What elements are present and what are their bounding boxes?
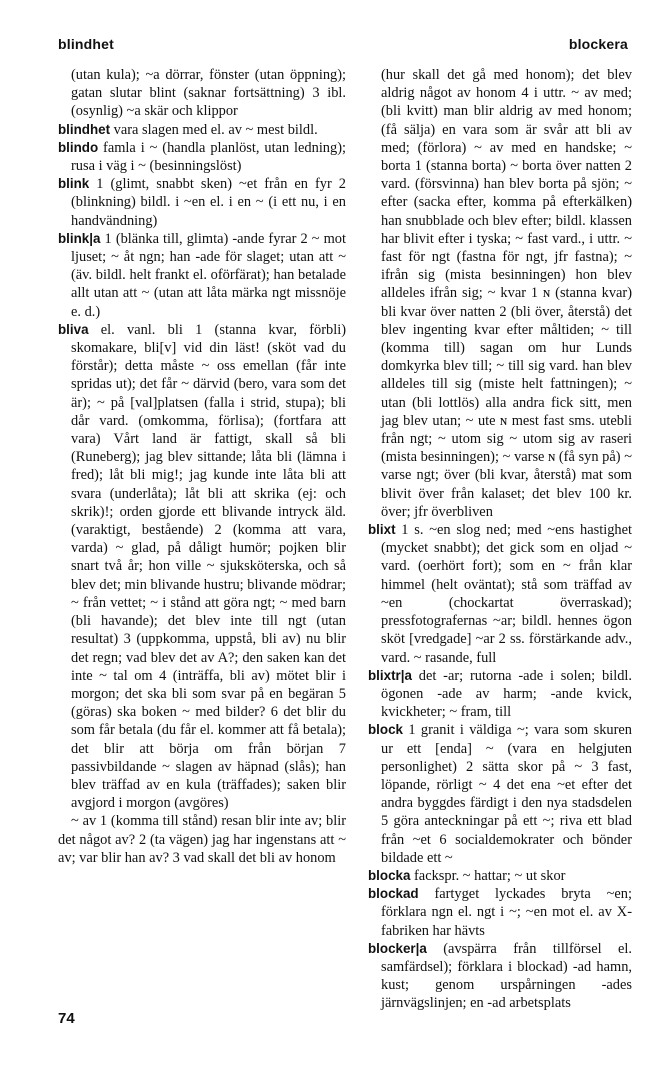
entry-text: 1 (glimt, snabbt sken) ~et från en fyr 2 (blinkning) bildl. i ~en el. i en ~ (i ett nu, i en handvändning) bbox=[71, 176, 346, 229]
headword: blockad bbox=[368, 886, 419, 902]
running-head-left: blindhet bbox=[58, 36, 115, 52]
entry-text: (utan kula); ~a dörrar, fönster (utan öppning); gatan slutar blint (saknar fortsättning) 3 ibl. (osynlig) ~a skär och klippor bbox=[71, 67, 346, 120]
entry-text: ~ av 1 (komma till stånd) resan blir inte av; blir det något av? 2 (ta vägen) jag har ingenstans att ~ av; var blir han av? 3 vad skall det bli av honom bbox=[58, 813, 346, 866]
left-column bbox=[58, 66, 346, 867]
dictionary-entry bbox=[58, 230, 346, 321]
headword: blink|a bbox=[58, 230, 101, 246]
entry-text: el. vanl. bli 1 (stanna kvar, förbli) skomakare, bli[v] vid din läst! (sköt vad du förstår); detta måste ~ oss emellan (får inte spridas ut); det får ~ därvid (bero, vara som det är); ~ på [val]platsen (falla i strid, stupa); bli dår vard. (omkomma, förlisa); (fortfara att vara) Vårt land är fattigt, skall så bli (Runeberg); jag blev sittande; låta bli (lämna i fred); låt bli mig!; jag kunde inte låta bli att svara (underlåta); låt bli att skrika (ej: och skrik)!; orden gjorde ett blivande intryck äld. (varaktigt, bestående) 2 (komma att vara, varda) ~ glad, på dåligt humör; pojken blir snart två år; hon ville ~ sjuksköterska, och så blev det; min blivande hustru; blivande mödrar; ~ från vettet; ~ i stånd att göra ngt; ~ med barn (bli havande); det blev inte till ngt (utan resultat) 3 (uppkomma, uppstå, bli av) nu blir det regn; vad blev det av A?; den saken kan det inte ~ tal om 4 (inträffa, bli av) mötet blir i morgon; det ska bli som svar på en begäran 5 (göras) ska boken ~ med bilder? 6 det blir du som får betala (du får el. kommer att få betala); det blir att börja om från början 7 passivbildande ~ slagen av häpnad (slås); han blev träffad av en kula (träffades); saken blir avgjord i morgon (avgöres) bbox=[71, 321, 346, 812]
headword: blocka bbox=[368, 867, 411, 883]
entry-text: det -ar; rutorna -ade i solen; bildl. ögonen -ade av harm; -ande kvick, kvickheter; ~ fram, till bbox=[381, 667, 632, 721]
entry-text: (hur skall det gå med honom); det blev aldrig något av honom 4 i uttr. ~ av med; (bli kvitt) man blir aldrig av med honom; (få sälja) en vara som är svår att bli av med; (förlora) ~ av med en handske; ~ borta 1 (stanna borta) ~ borta över natten 2 vard. (försvinna) han blev borta på sjön; ~ efter (sacka efter, komma på efterkälken) han snubblade och blev efter; bildl. klassen har blivit efter i tyska; ~ fast vard., i uttr. ~ fast för ngt (fastna för ngt, jfr fastna); ~ ifrån sig (mista besinningen) hon blev alldeles ifrån sig; ~ kvar 1 ɴ (stanna kvar) bli kvar över natten 2 (bli över, återstå) det blev ingenting kvar efter måltiden; ~ till (komma till) sagan om hur Lunds domkyrka blev till; ~ till sig vard. han blev alldeles till sig (miste helt fattningen); ~ utan (bli lottlös) alla andra fick sitt, men jag blev utan; ~ ute ɴ mest fast sms. utebli från ngt; ~ utom sig ~ utom sig av raseri (mista besinningen); ~ varse ɴ (få syn på) ~ varse ngt; över (bli kvar, återstå) mat som blivit över från kalaset; det blev 100 kr. över; jfr överbliven bbox=[381, 67, 632, 520]
dictionary-entry bbox=[368, 521, 632, 667]
dictionary-entry bbox=[368, 940, 632, 1013]
headword: blink bbox=[58, 176, 90, 192]
headword: blixt bbox=[368, 522, 396, 538]
right-column bbox=[368, 66, 632, 1013]
headword: blixtr|a bbox=[368, 667, 412, 683]
running-head-right: blockera bbox=[568, 36, 628, 52]
entry-text: fackspr. ~ hattar; ~ ut skor bbox=[410, 867, 566, 884]
entry-text: 1 granit i väldiga ~; vara som skuren ur ett [enda] ~ (vara en helgjuten personlighet) 2 sätta skor på ~ 3 fast, löpande, rörligt ~ 4 det ena ~et efter det andra byggdes färdigt i den nya stadsdelen 5 göra anteckningar på ett ~; riva ett blad från ~et 6 socialdemokrater och bönder bildade ett ~ bbox=[381, 722, 632, 866]
dictionary-entry bbox=[58, 812, 346, 867]
dictionary-entry bbox=[368, 885, 632, 940]
entry-text: (avspärra från tillförsel el. samfärdsel); förklara i blockad) -ad hamn, kust; genom urspårningen -ades järnvägslinjen; en -ad arbetsplats bbox=[381, 940, 632, 1012]
dictionary-entry bbox=[368, 66, 632, 521]
dictionary-entry bbox=[58, 321, 346, 812]
dictionary-entry bbox=[58, 175, 346, 230]
headword: bliva bbox=[58, 321, 89, 337]
headword: blindhet bbox=[58, 121, 111, 137]
entry-text: vara slagen med el. av ~ mest bildl. bbox=[110, 121, 318, 138]
entry-text: famla i ~ (handla planlöst, utan ledning); rusa i väg i ~ (besinningslöst) bbox=[71, 139, 346, 175]
entry-text: fartyget lyckades bryta ~en; förklara ngn el. ngt i ~; ~en mot el. av X-fabriken har hävts bbox=[381, 886, 632, 939]
headword: blindo bbox=[58, 139, 99, 155]
dictionary-entry bbox=[58, 121, 346, 139]
dictionary-entry bbox=[58, 139, 346, 175]
entry-text: 1 (blänka till, glimta) -ande fyrar 2 ~ mot ljuset; ~ åt ngn; han -ade för slaget; utan att ~ (äv. bildl. helt frankt el. oförfärat); han betalade allt utan att ~ (utan att låta märka ngt missnöje e. d.) bbox=[71, 230, 346, 320]
entry-text: 1 s. ~en slog ned; med ~ens hastighet (mycket snabbt); det gick som en oljad ~ vard. (oerhört fort); som en ~ från klar himmel (helt oväntat); stå som träffad av ~en (chockartat överraskad); pressfotografernas ~ar; bildl. hennes ögon sköt [vredgade] ~ar 2 ss. förstärkande adv., vard. ~ rasande, full bbox=[381, 522, 632, 666]
page-number: 74 bbox=[58, 1010, 75, 1027]
dictionary-entry bbox=[58, 66, 346, 121]
dictionary-entry bbox=[368, 667, 632, 722]
dictionary-entry bbox=[368, 721, 632, 867]
headword: block bbox=[368, 722, 403, 738]
headword: blocker|a bbox=[368, 940, 427, 956]
dictionary-entry bbox=[368, 867, 632, 885]
